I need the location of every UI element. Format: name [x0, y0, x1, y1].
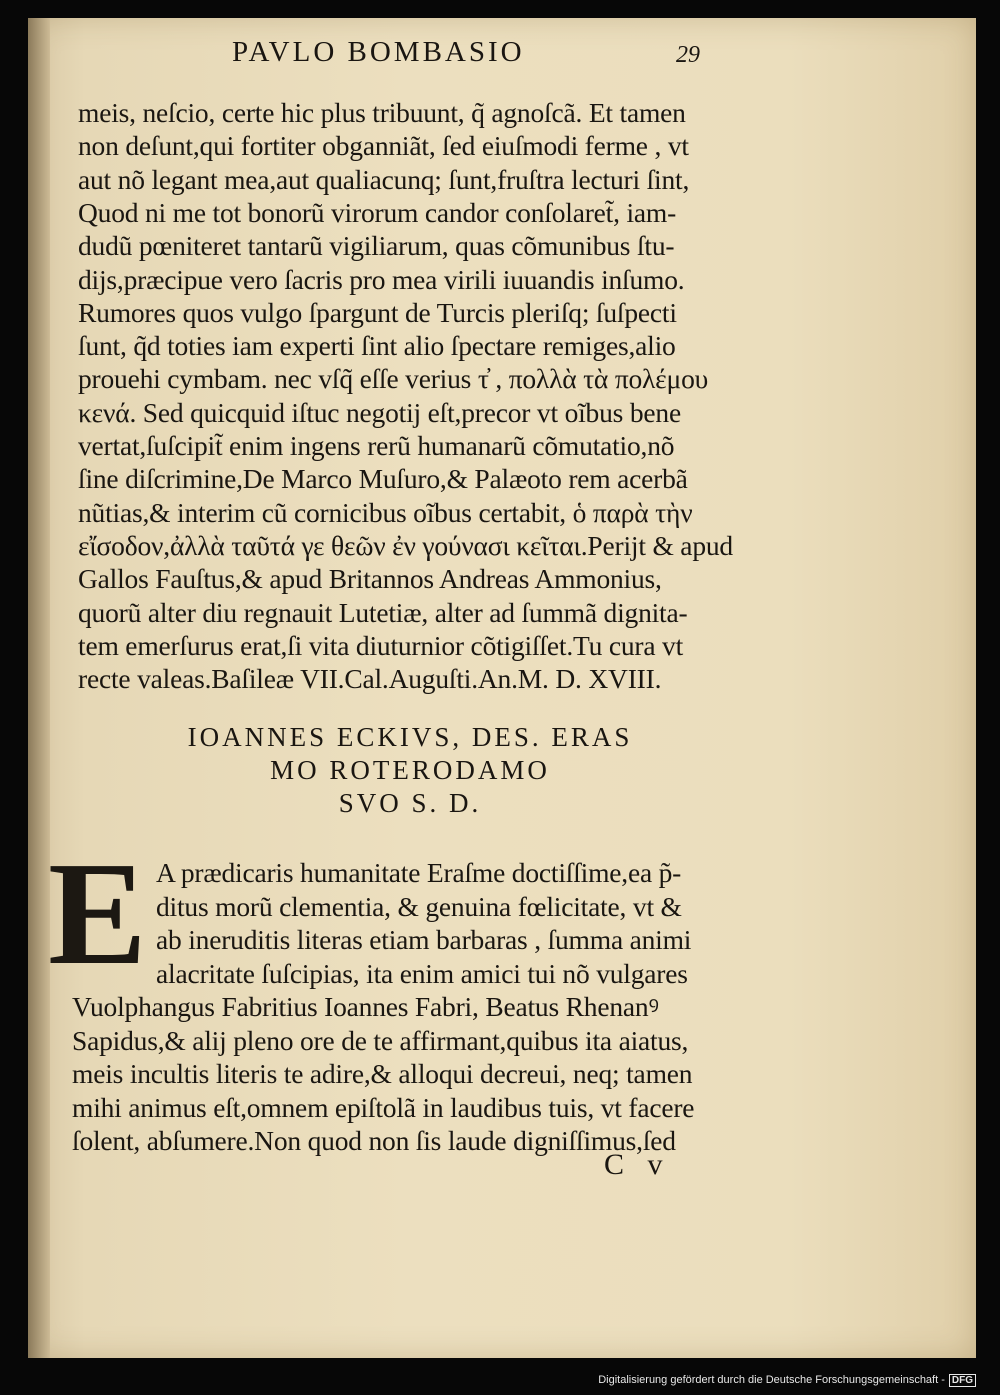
text-line: alacritate ſuſcipias, ita enim amici tui nõ vulgares [156, 957, 688, 989]
signature-mark: C v [604, 1148, 671, 1181]
text-line: Rumores quos vulgo ſpargunt de Turcis pleriſq; ſuſpecti [78, 296, 677, 328]
text-line: εἴσοδον,ἀλλὰ ταῦτά γε θεῶν ἐν γούνασι κεῖται.Perijt & apud [78, 529, 733, 561]
text-line: Gallos Fauſtus,& apud Britannos Andreas Ammonius, [78, 563, 662, 595]
text-line: ditus morũ clementia, & genuina fœlicitate, vt & [156, 890, 682, 922]
text-line: A prædicaris humanitate Eraſme doctiſſime,ea p̃- [156, 857, 682, 888]
dfg-logo: DFG [949, 1374, 976, 1387]
text-line: dijs,præcipue vero ſacris pro mea virili iuuandis inſumo. [78, 263, 685, 295]
page-gutter-shadow [28, 18, 50, 1358]
text-line: vertat,ſuſcipit̃ enim ingens rerũ humanarũ cõmutatio,nõ [78, 430, 675, 461]
text-line: meis, neſcio, certe hic plus tribuunt, q̃ agnoſcã. Et tamen [78, 97, 686, 128]
text-line: ſine diſcrimine,De Marco Muſuro,& Palæoto rem acerbã [78, 463, 688, 495]
decorated-initial: E [48, 832, 147, 996]
page-number: 29 [676, 42, 700, 68]
text-line: Vuolphangus Fabritius Ioannes Fabri, Beatus Rhenanꝰ [72, 991, 659, 1022]
text-line: ſunt, q̃d toties iam experti ſint alio ſpectare remiges,alio [78, 330, 676, 362]
text-line: Sapidus,& alij pleno ore de te affirmant,quibus ita aiatus, [72, 1024, 689, 1056]
running-head: PAVLO BOMBASIO [232, 36, 525, 68]
text-line: tem emerſurus erat,ſi vita diuturnior cõtigiſſet.Tu cura vt [78, 629, 684, 661]
text-line: dudũ pœniteret tantarũ vigiliarum, quas cõmunibus ſtu- [78, 230, 675, 262]
text-line: SVO S. D. [338, 788, 482, 818]
credit-text: Digitalisierung gefördert durch die Deutsche Forschungsgemeinschaft - [598, 1374, 945, 1386]
text-line: recte valeas.Baſileæ VII.Cal.Auguſti.An.M. D. XVIII. [78, 663, 662, 695]
text-line: Quod ni me tot bonorũ virorum candor conſolaret̃, iam- [78, 196, 677, 228]
text-line: IOANNES ECKIVS, DES. ERAS [187, 722, 633, 752]
text-line: nũtias,& interim cũ cornicibus oĩbus certabit, ὁ παρὰ τὴν [78, 496, 693, 528]
text-line: non deſunt,qui fortiter obganniãt, ſed eiuſmodi ferme , vt [78, 130, 689, 162]
text-line: quorũ alter diu regnauit Lutetiæ, alter ad ſummã dignita- [78, 596, 688, 628]
text-line: ſolent, abſumere.Non quod non ſis laude digniſſimus,ſed [72, 1125, 676, 1156]
text-line: aut nõ legant mea,aut qualiacunq; ſunt,fruſtra lecturi ſint, [78, 163, 690, 195]
digitization-credit [598, 1374, 976, 1387]
text-line: meis incultis literis te adire,& alloqui decreui, neq; tamen [72, 1058, 693, 1089]
text-line: MO ROTERODAMO [270, 755, 550, 785]
text-line: κενά. Sed quicquid iſtuc negotij eſt,precor vt oĩbus bene [78, 396, 681, 428]
text-line: ab ineruditis literas etiam barbaras , ſumma animi [156, 924, 692, 955]
text-line: mihi animus eſt,omnem epiſtolã in laudibus tuis, vt facere [72, 1091, 695, 1123]
text-line: prouehi cymbam. nec vſq̃ eſſe verius τ̓ , πολλὰ τὰ πολέμου [78, 363, 709, 395]
